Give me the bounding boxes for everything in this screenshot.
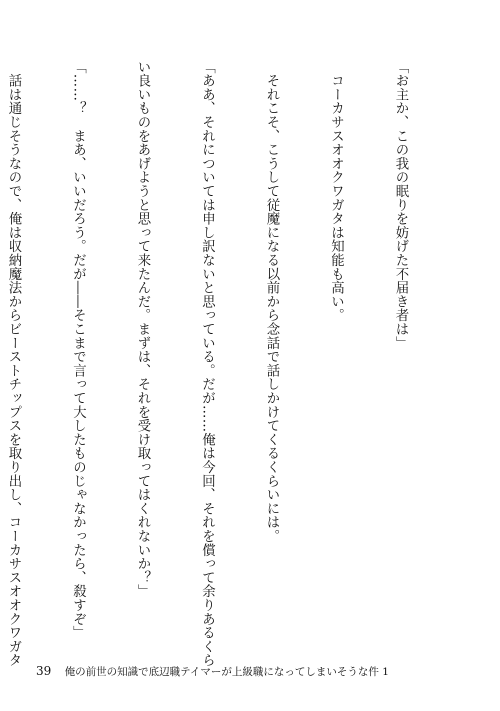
running-title: 俺の前世の知識で底辺職テイマーが上級職になってしまいそうな件 1	[64, 666, 389, 678]
text-line: コーカサスオオクワガタは知能も高い。	[328, 60, 344, 323]
text-line: 「お主か、この我の眠りを妨げた不届き者は」	[393, 60, 408, 350]
text-line: 「……？ まあ、いいだろう。だが――そこまで言って大したものじゃなかったら、殺すぞ」	[70, 60, 86, 640]
text-line: い良いものをあげようと思って来たんだ。まずは、それを受け取ってはくれないか？」	[135, 60, 150, 599]
text-line: それこそ、こうして従魔になる以前から念話で話しかけてくるくらいには。	[264, 60, 279, 543]
page-number: 39	[36, 664, 52, 678]
vertical-body-text	[6, 60, 454, 668]
text-line: 「ああ、それについては申し訳ないと思っている。だが……俺は今回、それを償って余りあるくら	[199, 60, 215, 668]
text-line: 話は通じそうなので、俺は収納魔法からビーストチップスを取り出し、コーカサスオオクワガタ	[6, 60, 21, 668]
page-footer	[36, 664, 389, 679]
